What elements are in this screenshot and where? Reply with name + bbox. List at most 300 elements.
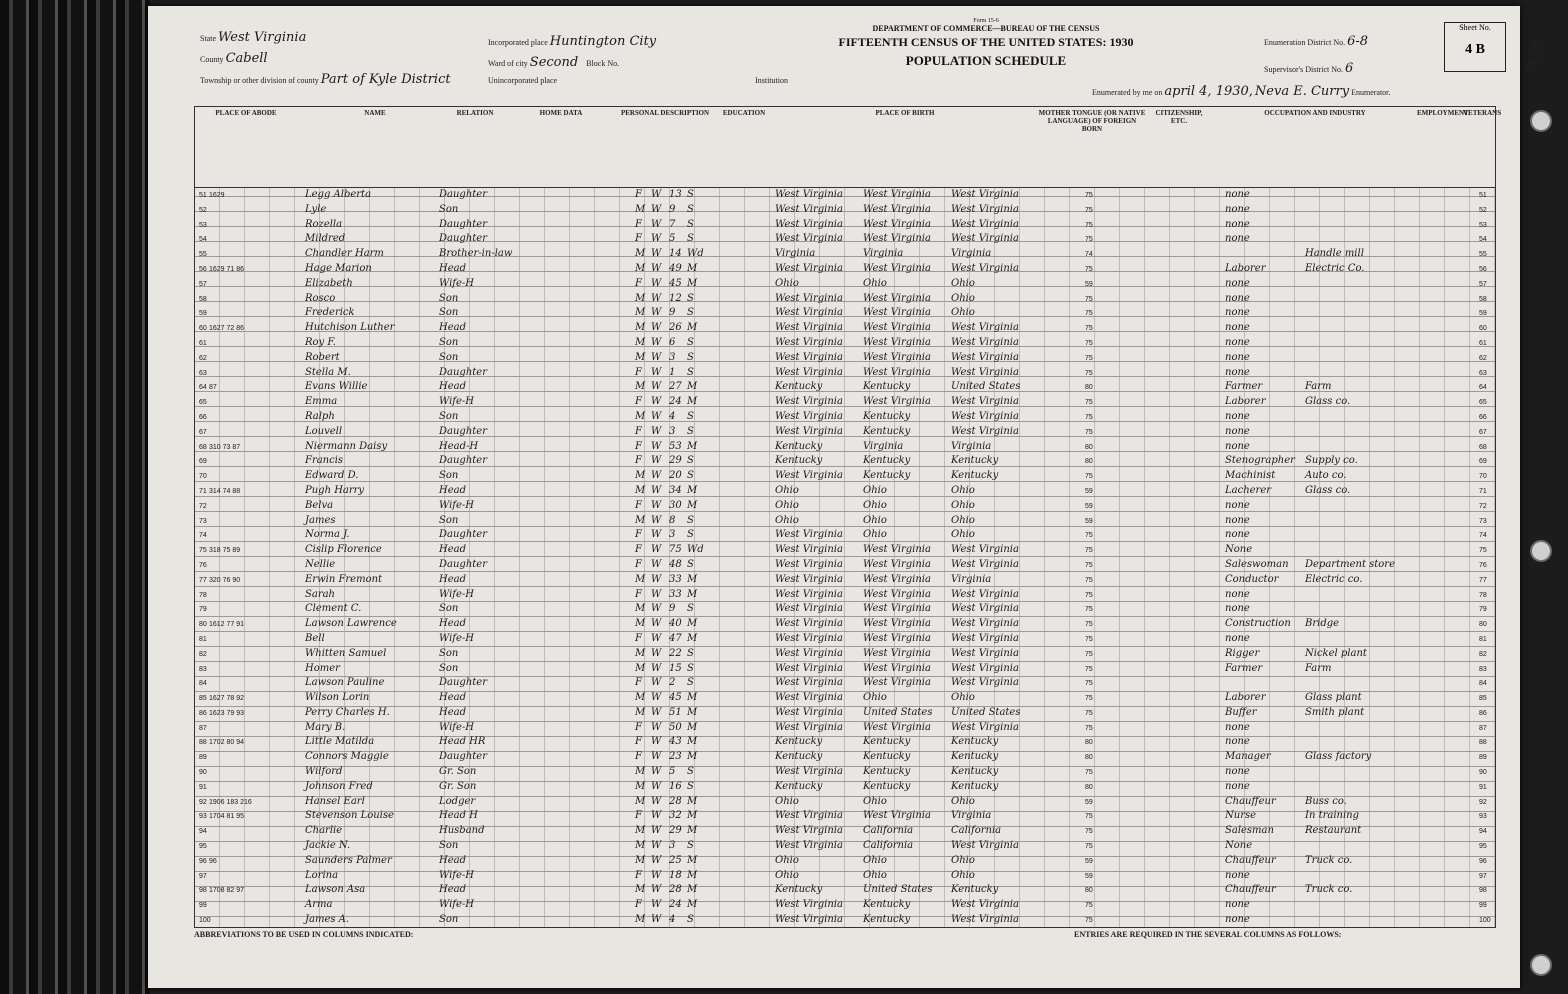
marital-cell: M — [687, 277, 698, 289]
enumerator-suffix: Enumerator. — [1351, 88, 1391, 97]
birth-code-cell: 59 — [1085, 798, 1093, 806]
birth-code-cell: 75 — [1085, 650, 1093, 658]
industry-cell: Glass co. — [1305, 396, 1351, 408]
marital-cell: S — [687, 455, 694, 467]
person-name-cell: Lawson Pauline — [305, 677, 385, 689]
father-birthplace-cell: West Virginia — [863, 189, 931, 200]
sex-cell: F — [635, 366, 642, 378]
occupation-cell: none — [1225, 721, 1250, 733]
mother-birthplace-cell: West Virginia — [951, 632, 1019, 644]
sex-cell: M — [635, 795, 646, 807]
relation-cell: Daughter — [439, 677, 487, 689]
line-number-right-cell: 93 — [1479, 813, 1487, 821]
birth-code-cell: 80 — [1085, 754, 1093, 762]
birthplace-cell: West Virginia — [775, 573, 843, 585]
relation-cell: Wife-H — [439, 721, 475, 733]
marital-cell: S — [687, 558, 694, 570]
birth-code-cell: 75 — [1085, 265, 1093, 273]
father-birthplace-cell: Ohio — [863, 499, 887, 511]
line-number-cell: 88 — [199, 739, 207, 747]
line-number-cell: 74 — [199, 532, 207, 540]
birth-code-cell: 80 — [1085, 887, 1093, 895]
mother-birthplace-cell: Kentucky — [951, 751, 999, 763]
father-birthplace-cell: Kentucky — [863, 455, 911, 467]
sex-cell: F — [635, 440, 642, 452]
industry-cell: Supply co. — [1305, 455, 1358, 467]
line-number-right-cell: 87 — [1479, 724, 1487, 732]
birth-code-cell: 75 — [1085, 902, 1093, 910]
table-row — [195, 751, 1495, 766]
age-cell: 18 — [669, 869, 682, 881]
person-name-cell: Erwin Fremont — [305, 573, 383, 585]
birthplace-cell: West Virginia — [775, 470, 843, 482]
marital-cell: M — [687, 736, 698, 748]
enumerator-name: Neva E. Curry — [1254, 84, 1350, 99]
occupation-cell: Chauffeur — [1225, 854, 1276, 866]
marital-cell: M — [687, 825, 698, 837]
age-cell: 33 — [669, 573, 682, 585]
person-name-cell: Lawson Lawrence — [305, 618, 397, 630]
line-number-right-cell: 82 — [1479, 650, 1487, 658]
relation-cell: Son — [439, 514, 459, 526]
sex-cell: F — [635, 677, 642, 689]
mother-birthplace-cell: Ohio — [951, 277, 975, 289]
enum-district-label: Enumeration District No. — [1264, 38, 1346, 47]
mother-birthplace-cell: West Virginia — [951, 618, 1019, 630]
color-cell: W — [651, 277, 662, 289]
line-number-right-cell: 86 — [1479, 709, 1487, 717]
mother-birthplace-cell: West Virginia — [951, 558, 1019, 570]
color-cell: W — [651, 484, 662, 496]
marital-cell: S — [687, 780, 694, 792]
table-row — [195, 455, 1495, 470]
birth-code-cell: 75 — [1085, 369, 1093, 377]
age-cell: 9 — [669, 603, 676, 615]
marital-cell: M — [687, 795, 698, 807]
line-number-right-cell: 90 — [1479, 769, 1487, 777]
punch-hole-icon — [1530, 540, 1552, 562]
industry-cell: Farm — [1305, 662, 1332, 674]
table-row — [195, 485, 1495, 500]
sex-cell: F — [635, 425, 642, 437]
unincorporated-label: Unincorporated place — [488, 76, 558, 85]
birth-code-cell: 80 — [1085, 384, 1093, 392]
industry-cell: Glass factory — [1305, 751, 1372, 763]
line-number-cell: 66 — [199, 413, 207, 421]
state-label: State — [200, 34, 216, 43]
table-row — [195, 810, 1495, 825]
birthplace-cell: West Virginia — [775, 618, 843, 630]
occupation-cell: none — [1225, 780, 1250, 792]
marital-cell: M — [687, 262, 698, 274]
father-birthplace-cell: West Virginia — [863, 307, 931, 319]
birth-code-cell: 75 — [1085, 621, 1093, 629]
occupation-cell: Rigger — [1225, 647, 1260, 659]
occupation-cell: Lacherer — [1225, 484, 1272, 496]
table-row — [195, 381, 1495, 396]
sex-cell: M — [635, 514, 646, 526]
mother-birthplace-cell: Kentucky — [951, 736, 999, 748]
father-birthplace-cell: West Virginia — [863, 588, 931, 600]
birthplace-cell: West Virginia — [775, 603, 843, 615]
age-cell: 33 — [669, 588, 682, 600]
industry-cell: Truck co. — [1305, 884, 1353, 896]
col-group-birth: PLACE OF BIRTH — [875, 109, 935, 117]
occupation-cell: Construction — [1225, 618, 1291, 630]
table-row — [195, 204, 1495, 219]
occupation-cell: Conductor — [1225, 573, 1279, 585]
marital-cell: M — [687, 706, 698, 718]
relation-cell: Head — [439, 262, 467, 274]
line-number-right-cell: 85 — [1479, 695, 1487, 703]
line-number-right-cell: 91 — [1479, 783, 1487, 791]
age-cell: 4 — [669, 410, 676, 422]
line-number-cell: 96 — [199, 857, 207, 865]
marital-cell: M — [687, 810, 698, 822]
line-number-right-cell: 69 — [1479, 458, 1487, 466]
occupation-cell: none — [1225, 203, 1250, 215]
age-cell: 24 — [669, 899, 682, 911]
marital-cell: S — [687, 514, 694, 526]
birth-code-cell: 75 — [1085, 547, 1093, 555]
table-row — [195, 870, 1495, 885]
line-number-right-cell: 79 — [1479, 606, 1487, 614]
sex-cell: M — [635, 647, 646, 659]
table-row — [195, 559, 1495, 574]
line-number-right-cell: 65 — [1479, 399, 1487, 407]
line-number-cell: 72 — [199, 502, 207, 510]
occupation-cell: none — [1225, 529, 1250, 541]
table-row — [195, 352, 1495, 367]
person-name-cell: Stella M. — [305, 366, 351, 378]
father-birthplace-cell: West Virginia — [863, 396, 931, 408]
birth-code-cell: 75 — [1085, 724, 1093, 732]
birth-code-cell: 75 — [1085, 310, 1093, 318]
column-headers — [195, 107, 1502, 188]
birthplace-cell: Kentucky — [775, 440, 823, 452]
relation-cell: Gr. Son — [439, 766, 477, 778]
occupation-cell: Buffer — [1225, 706, 1257, 718]
house-number-cell: 1627 72 86 — [209, 325, 245, 333]
father-birthplace-cell: Virginia — [863, 440, 904, 452]
col-group-occupation: OCCUPATION AND INDUSTRY — [1264, 109, 1366, 117]
line-number-right-cell: 98 — [1479, 887, 1487, 895]
mother-birthplace-cell: West Virginia — [951, 233, 1019, 245]
mother-birthplace-cell: West Virginia — [951, 262, 1019, 274]
person-name-cell: Perry Charles H. — [305, 706, 390, 718]
incorporated-value: Huntington City — [549, 34, 657, 49]
house-number-cell: 1623 79 93 — [209, 709, 245, 717]
table-row — [195, 796, 1495, 811]
house-number-cell: 1612 77 91 — [209, 621, 245, 629]
color-cell: W — [651, 899, 662, 911]
line-number-cell: 61 — [199, 339, 207, 347]
supervisor-value: 6 — [1345, 61, 1354, 76]
age-cell: 9 — [669, 307, 676, 319]
sex-cell: F — [635, 810, 642, 822]
birth-code-cell: 75 — [1085, 428, 1093, 436]
sex-cell: M — [635, 307, 646, 319]
table-row — [195, 781, 1495, 796]
relation-cell: Head — [439, 381, 467, 393]
table-row — [195, 884, 1495, 899]
relation-cell: Wife-H — [439, 899, 475, 911]
house-number-cell: 1629 — [209, 192, 225, 199]
occupation-cell: none — [1225, 514, 1250, 526]
line-number-right-cell: 67 — [1479, 428, 1487, 436]
punch-hole-icon — [1530, 954, 1552, 976]
line-number-cell: 95 — [199, 843, 207, 851]
person-name-cell: Lyle — [305, 203, 327, 215]
sex-cell: F — [635, 529, 642, 541]
mother-birthplace-cell: West Virginia — [951, 899, 1019, 911]
birthplace-cell: West Virginia — [775, 632, 843, 644]
relation-cell: Head HR — [439, 736, 486, 748]
relation-cell: Brother-in-law — [439, 248, 513, 260]
birth-code-cell: 75 — [1085, 354, 1093, 362]
birth-code-cell: 75 — [1085, 399, 1093, 407]
sex-cell: F — [635, 899, 642, 911]
line-number-right-cell: 97 — [1479, 872, 1487, 880]
mother-birthplace-cell: Virginia — [951, 810, 992, 822]
relation-cell: Son — [439, 662, 459, 674]
birth-code-cell: 75 — [1085, 695, 1093, 703]
person-name-cell: Legg Alberta — [305, 189, 372, 200]
line-number-cell: 55 — [199, 251, 207, 259]
relation-cell: Son — [439, 292, 459, 304]
population-table — [194, 106, 1502, 928]
father-birthplace-cell: West Virginia — [863, 721, 931, 733]
father-birthplace-cell: West Virginia — [863, 810, 931, 822]
color-cell: W — [651, 292, 662, 304]
sex-cell: M — [635, 662, 646, 674]
father-birthplace-cell: Kentucky — [863, 780, 911, 792]
line-number-cell: 80 — [199, 621, 207, 629]
line-number-right-cell: 59 — [1479, 310, 1487, 318]
relation-cell: Head-H — [439, 440, 479, 452]
birthplace-cell: West Virginia — [775, 336, 843, 348]
color-cell: W — [651, 440, 662, 452]
line-number-right-cell: 70 — [1479, 473, 1487, 481]
line-number-right-cell: 75 — [1479, 547, 1487, 555]
line-number-cell: 84 — [199, 680, 207, 688]
sex-cell: M — [635, 884, 646, 896]
color-cell: W — [651, 632, 662, 644]
table-row — [195, 899, 1495, 914]
father-birthplace-cell: West Virginia — [863, 632, 931, 644]
person-name-cell: Jackie N. — [305, 840, 351, 852]
line-number-right-cell: 77 — [1479, 576, 1487, 584]
marital-cell: M — [687, 484, 698, 496]
father-birthplace-cell: West Virginia — [863, 603, 931, 615]
sex-cell: F — [635, 632, 642, 644]
mother-birthplace-cell: West Virginia — [951, 840, 1019, 852]
birth-code-cell: 75 — [1085, 473, 1093, 481]
father-birthplace-cell: West Virginia — [863, 336, 931, 348]
sex-cell: F — [635, 218, 642, 230]
birthplace-cell: West Virginia — [775, 766, 843, 778]
father-birthplace-cell: Kentucky — [863, 751, 911, 763]
table-row — [195, 589, 1495, 604]
mother-birthplace-cell: West Virginia — [951, 425, 1019, 437]
color-cell: W — [651, 351, 662, 363]
age-cell: 16 — [669, 780, 682, 792]
mother-birthplace-cell: United States — [951, 381, 1021, 393]
marital-cell: M — [687, 884, 698, 896]
sheet-footer — [194, 930, 1494, 939]
relation-cell: Head — [439, 573, 467, 585]
occupation-cell: none — [1225, 869, 1250, 881]
occupation-cell: None — [1225, 544, 1253, 556]
age-cell: 49 — [669, 262, 682, 274]
birthplace-cell: West Virginia — [775, 366, 843, 378]
father-birthplace-cell: West Virginia — [863, 262, 931, 274]
relation-cell: Daughter — [439, 366, 487, 378]
age-cell: 3 — [669, 529, 676, 541]
sex-cell: F — [635, 277, 642, 289]
person-name-cell: Louvell — [305, 425, 343, 437]
color-cell: W — [651, 322, 662, 334]
relation-cell: Head — [439, 322, 467, 334]
mother-birthplace-cell: Ohio — [951, 484, 975, 496]
color-cell: W — [651, 544, 662, 556]
line-number-cell: 78 — [199, 591, 207, 599]
mother-birthplace-cell: West Virginia — [951, 336, 1019, 348]
ward-value: Second — [529, 55, 579, 70]
sex-cell: F — [635, 499, 642, 511]
occupation-cell: none — [1225, 189, 1250, 200]
birthplace-cell: West Virginia — [775, 810, 843, 822]
sex-cell: M — [635, 914, 646, 926]
line-number-right-cell: 88 — [1479, 739, 1487, 747]
line-number-right-cell: 64 — [1479, 384, 1487, 392]
occupation-cell: none — [1225, 766, 1250, 778]
birth-code-cell: 75 — [1085, 591, 1093, 599]
color-cell: W — [651, 869, 662, 881]
color-cell: W — [651, 514, 662, 526]
line-number-cell: 56 — [199, 265, 207, 273]
department-title: DEPARTMENT OF COMMERCE—BUREAU OF THE CENSUS — [872, 24, 1100, 33]
birth-code-cell: 59 — [1085, 502, 1093, 510]
father-birthplace-cell: West Virginia — [863, 366, 931, 378]
birthplace-cell: Kentucky — [775, 736, 823, 748]
line-number-cell: 79 — [199, 606, 207, 614]
color-cell: W — [651, 706, 662, 718]
color-cell: W — [651, 647, 662, 659]
relation-cell: Wife-H — [439, 277, 475, 289]
father-birthplace-cell: Ohio — [863, 277, 887, 289]
occupation-cell: Salesman — [1225, 825, 1274, 837]
abbreviations-title: ABBREVIATIONS TO BE USED IN COLUMNS INDICATED: — [194, 930, 414, 939]
line-number-cell: 82 — [199, 650, 207, 658]
birthplace-cell: West Virginia — [775, 218, 843, 230]
marital-cell: M — [687, 499, 698, 511]
punch-hole-icon — [1530, 110, 1552, 132]
relation-cell: Son — [439, 914, 459, 926]
age-cell: 40 — [669, 618, 682, 630]
marital-cell: S — [687, 351, 694, 363]
sheet-number-box — [1444, 22, 1506, 72]
table-row — [195, 736, 1495, 751]
birthplace-cell: West Virginia — [775, 558, 843, 570]
birth-code-cell: 75 — [1085, 828, 1093, 836]
father-birthplace-cell: West Virginia — [863, 573, 931, 585]
col-group-home: HOME DATA — [539, 109, 583, 117]
table-row — [195, 633, 1495, 648]
county-value: Cabell — [225, 51, 268, 66]
occupation-cell: none — [1225, 322, 1250, 334]
line-number-cell: 53 — [199, 221, 207, 229]
house-number-cell: 1627 78 92 — [209, 695, 245, 703]
marital-cell: M — [687, 381, 698, 393]
table-row — [195, 441, 1495, 456]
col-group-name: NAME — [364, 109, 386, 117]
table-row — [195, 219, 1495, 234]
line-number-cell: 83 — [199, 665, 207, 673]
line-number-cell: 65 — [199, 399, 207, 407]
header-left — [200, 30, 451, 93]
marital-cell: Wd — [687, 544, 704, 556]
birth-code-cell: 59 — [1085, 487, 1093, 495]
marital-cell: M — [687, 632, 698, 644]
birthplace-cell: Virginia — [775, 248, 816, 260]
sex-cell: M — [635, 322, 646, 334]
line-number-right-cell: 60 — [1479, 325, 1487, 333]
father-birthplace-cell: Virginia — [863, 248, 904, 260]
father-birthplace-cell: West Virginia — [863, 677, 931, 689]
age-cell: 50 — [669, 721, 682, 733]
birthplace-cell: West Virginia — [775, 425, 843, 437]
line-number-cell: 93 — [199, 813, 207, 821]
person-name-cell: Wilford — [305, 766, 343, 778]
line-number-cell: 57 — [199, 280, 207, 288]
father-birthplace-cell: Ohio — [863, 692, 887, 704]
line-number-right-cell: 53 — [1479, 221, 1487, 229]
entries-title: ENTRIES ARE REQUIRED IN THE SEVERAL COLUMNS AS FOLLOWS: — [1074, 930, 1342, 939]
relation-cell: Daughter — [439, 751, 487, 763]
col-group-employment: EMPLOYMENT — [1417, 109, 1469, 117]
line-number-right-cell: 73 — [1479, 517, 1487, 525]
table-row — [195, 722, 1495, 737]
person-name-cell: Edward D. — [305, 470, 359, 482]
color-cell: W — [651, 455, 662, 467]
house-number-cell: 1906 183 216 — [209, 798, 252, 806]
occupation-cell: none — [1225, 277, 1250, 289]
line-number-right-cell: 55 — [1479, 251, 1487, 259]
person-name-cell: Rosco — [305, 292, 336, 304]
marital-cell: S — [687, 662, 694, 674]
house-number-cell: 1702 80 94 — [209, 739, 245, 747]
table-row — [195, 663, 1495, 678]
age-cell: 20 — [669, 470, 682, 482]
father-birthplace-cell: Ohio — [863, 795, 887, 807]
mother-birthplace-cell: United States — [951, 706, 1021, 718]
age-cell: 2 — [669, 677, 676, 689]
mother-birthplace-cell: California — [951, 825, 1002, 837]
father-birthplace-cell: California — [863, 840, 914, 852]
line-number-right-cell: 51 — [1479, 192, 1487, 199]
sex-cell: F — [635, 751, 642, 763]
col-group-education: EDUCATION — [722, 109, 766, 117]
relation-cell: Head H — [439, 810, 478, 822]
age-cell: 5 — [669, 233, 676, 245]
relation-cell: Wife-H — [439, 632, 475, 644]
census-title-block — [826, 18, 1146, 69]
line-number-right-cell: 80 — [1479, 621, 1487, 629]
color-cell: W — [651, 677, 662, 689]
table-row — [195, 855, 1495, 870]
line-number-cell: 89 — [199, 754, 207, 762]
